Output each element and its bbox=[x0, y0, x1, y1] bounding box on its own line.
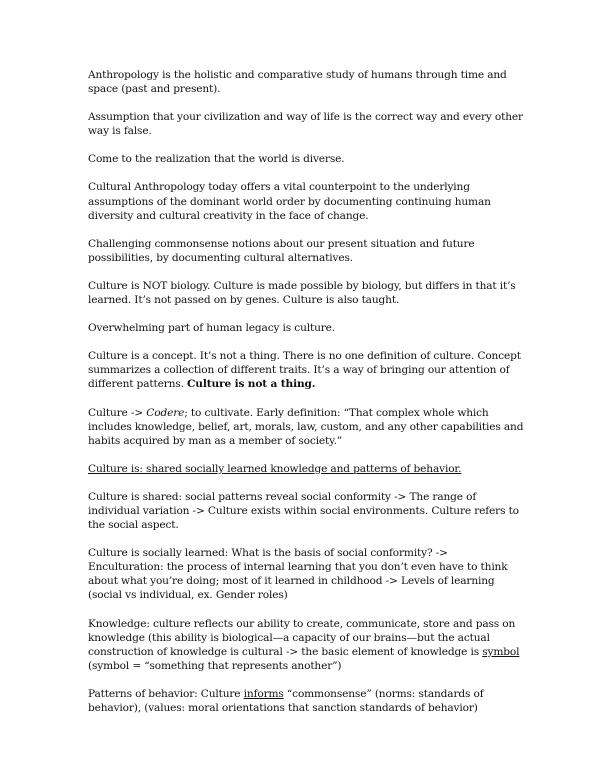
symbol-underlined: symbol bbox=[482, 645, 520, 658]
knowledge-text: Knowledge: culture reflects our ability to create, communicate, store and pass on knowledge (this ability is biological—a capacity of our brains—but the actual construction of knowledge is cultural -> the basic element of knowledge is bbox=[88, 617, 516, 658]
paragraph-socially-learned: Culture is socially learned: What is the basis of social conformity? -> Enculturation: the process of internal learning that you don’t even have to think about what you’re doing; most of it learned in childhood -> Levels of learning (social vs individual, ex. Gender roles) bbox=[88, 547, 508, 602]
patterns-prefix: Patterns of behavior: Culture bbox=[88, 687, 244, 700]
informs-underlined: informs bbox=[243, 687, 284, 700]
paragraph-assumption: Assumption that your civilization and way of life is the correct way and every other way is false. bbox=[88, 111, 523, 138]
patterns-text: “commonsense” (norms: standards of behavior), (values: moral orientations that sanction standards of behavior) bbox=[88, 687, 484, 714]
symbol-definition-text: (symbol = “something that represents another”) bbox=[88, 659, 342, 672]
paragraph-culture-not-biology: Culture is NOT biology. Culture is made possible by biology, but differs in that it’s learned. It’s not passed on by genes. Culture is also taught. bbox=[88, 279, 516, 307]
paragraph-anthropology-definition: Anthropology is the holistic and comparative study of humans through time and space (past and present). bbox=[88, 69, 507, 96]
paragraph-challenging-commonsense: Challenging commonsense notions about our present situation and future possibilities, by documenting cultural alternatives. bbox=[88, 237, 475, 264]
codere-prefix: Culture -> bbox=[88, 406, 147, 419]
paragraph-knowledge bbox=[88, 617, 525, 673]
paragraph-human-legacy: Overwhelming part of human legacy is culture. bbox=[88, 322, 336, 335]
paragraph-diversity: Come to the realization that the world is diverse. bbox=[88, 153, 345, 166]
paragraph-patterns-of-behavior bbox=[88, 687, 525, 715]
paragraph-codere-definition bbox=[88, 406, 525, 448]
paragraph-culture-concept bbox=[88, 349, 525, 391]
codere-definition-text: ; to cultivate. Early definition: “That complex whole which includes knowledge, belief, art, morals, law, custom, and any other capabilities and habits acquired by man as a member of society.” bbox=[88, 406, 524, 447]
paragraph-cultural-anthropology: Cultural Anthropology today offers a vital counterpoint to the underlying assumptions of the dominant world order by documenting continuing human diversity and cultural creativity in the face of change. bbox=[88, 181, 491, 222]
culture-not-thing-bold: Culture is not a thing. bbox=[187, 378, 316, 391]
codere-italic: Codere bbox=[146, 406, 185, 419]
culture-concept-text: Culture is a concept. It’s not a thing. There is no one definition of culture. Concept summarizes a collection of different traits. It’s a way of bringing our attention of different patterns. bbox=[88, 350, 521, 391]
paragraph-culture-is-heading: Culture is: shared socially learned knowledge and patterns of behavior. bbox=[88, 462, 462, 475]
paragraph-culture-shared: Culture is shared: social patterns reveal social conformity -> The range of individual variation -> Culture exists within social environments. Culture refers to the social aspect. bbox=[88, 490, 519, 532]
